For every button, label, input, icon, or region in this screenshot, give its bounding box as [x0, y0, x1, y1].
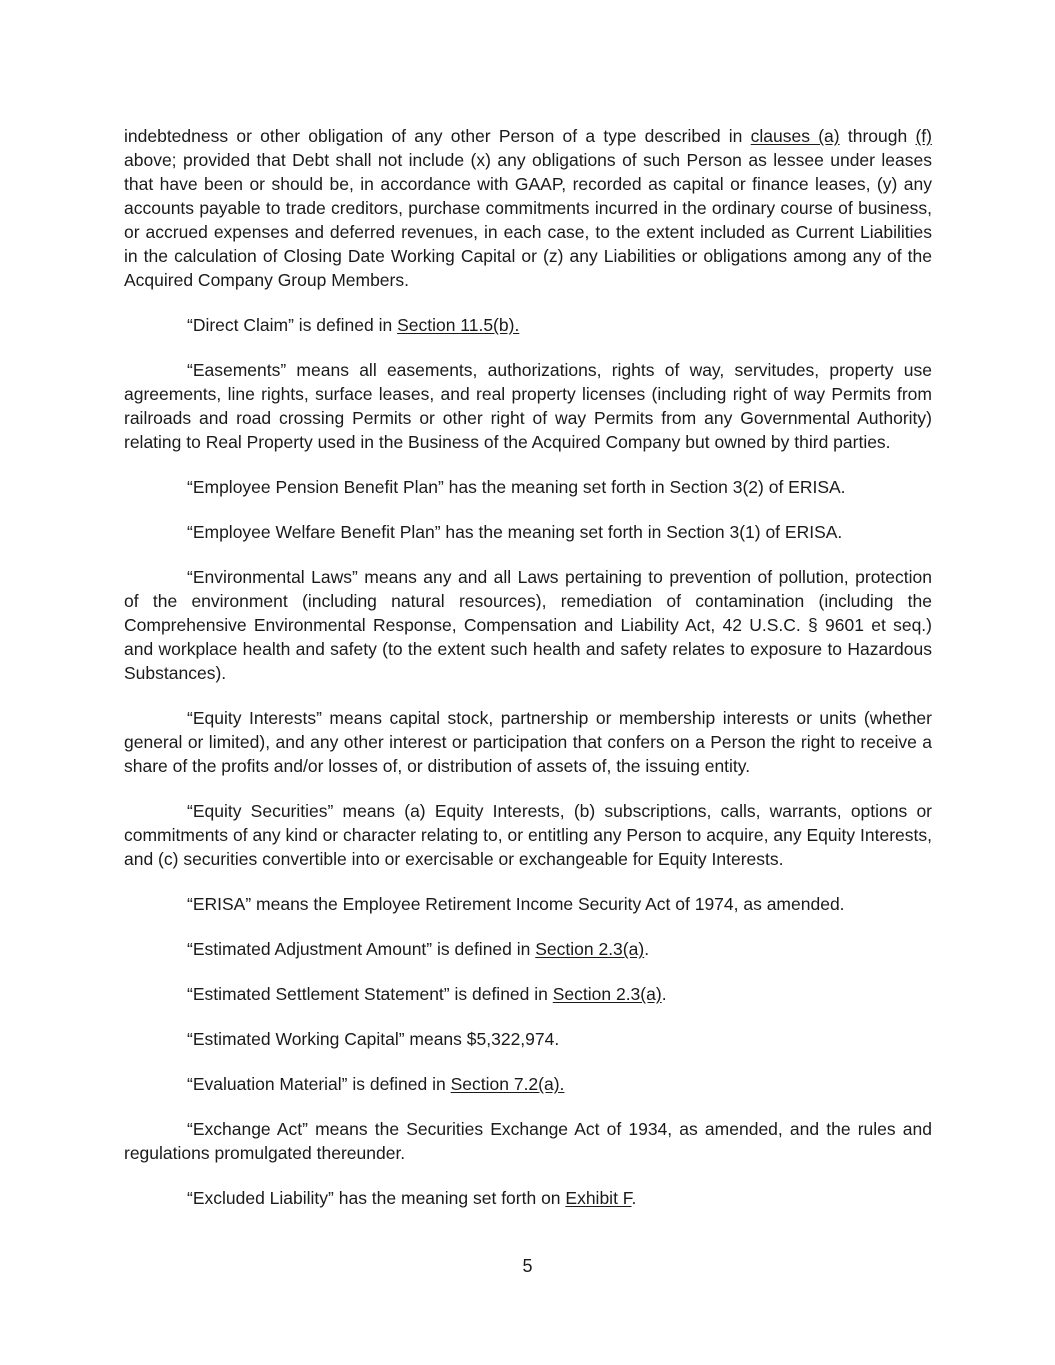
exhibit-f-reference[interactable]: Exhibit F [565, 1188, 632, 1208]
definition-equity-interests: “Equity Interests” means capital stock, partnership or membership interests or units (whether general or limited), and any other interest or participation that confers on a Person the right to receive a share of the profits and/or losses of, or distribution of assets of, the issuing entity. [124, 708, 932, 776]
clauses-a-reference[interactable]: clauses (a) [750, 126, 840, 146]
definition-estimated-working-capital: “Estimated Working Capital” means $5,322,974. [187, 1029, 560, 1049]
definition-evaluation-material [124, 1072, 932, 1096]
page-number: 5 [522, 1256, 533, 1276]
estimated-settlement-tail: . [661, 984, 667, 1004]
section-2-3-a-reference[interactable]: Section 2.3(a) [552, 984, 662, 1004]
estimated-adjustment-tail: . [644, 939, 650, 959]
definition-employee-pension-benefit-plan: “Employee Pension Benefit Plan” has the meaning set forth in Section 3(2) of ERISA. [187, 477, 846, 497]
excluded-liability-text: “Excluded Liability” has the meaning set forth on [187, 1188, 566, 1208]
definition-estimated-settlement-statement [124, 982, 932, 1006]
definition-erisa: “ERISA” means the Employee Retirement Income Security Act of 1974, as amended. [187, 894, 845, 914]
intro-text-2: through [839, 126, 916, 146]
intro-text-1: indebtedness or other obligation of any other Person of a type described in [124, 126, 751, 146]
direct-claim-text: “Direct Claim” is defined in [187, 315, 398, 335]
clause-f-reference[interactable]: (f) [915, 126, 932, 146]
excluded-liability-tail: . [631, 1188, 637, 1208]
document-page [124, 124, 932, 1231]
definition-exchange-act: “Exchange Act” means the Securities Exchange Act of 1934, as amended, and the rules and regulations promulgated thereunder. [124, 1119, 932, 1163]
definition-excluded-liability [124, 1186, 932, 1210]
definition-employee-welfare-benefit-plan: “Employee Welfare Benefit Plan” has the meaning set forth in Section 3(1) of ERISA. [187, 522, 843, 542]
section-7-2-a-reference[interactable]: Section 7.2(a). [450, 1074, 565, 1094]
evaluation-material-text: “Evaluation Material” is defined in [187, 1074, 451, 1094]
section-2-3-a-reference[interactable]: Section 2.3(a) [535, 939, 645, 959]
debt-definition-continuation [124, 124, 932, 292]
definition-equity-securities: “Equity Securities” means (a) Equity Interests, (b) subscriptions, calls, warrants, options or commitments of any kind or character relating to, or entitling any Person to acquire, any Equity Interests, and (c) securities convertible into or exercisable or exchangeable for Equity Interests. [124, 801, 932, 869]
definition-environmental-laws: “Environmental Laws” means any and all Laws pertaining to prevention of pollution, protection of the environment (including natural resources), remediation of contamination (including the Comprehensive Environmental Response, Compensation and Liability Act, 42 U.S.C. § 9601 et seq.) and workplace health and safety (to the extent such health and safety relates to exposure to Hazardous Substances). [124, 567, 932, 683]
definition-easements: “Easements” means all easements, authorizations, rights of way, servitudes, property use agreements, line rights, surface leases, and real property licenses (including right of way Permits from railroads and road crossing Permits or other right of way Permits from any Governmental Authority) relating to Real Property used in the Business of the Acquired Company but owned by third parties. [124, 360, 932, 452]
definition-direct-claim [124, 313, 932, 337]
estimated-adjustment-text: “Estimated Adjustment Amount” is defined in [187, 939, 536, 959]
section-11-5-b-reference[interactable]: Section 11.5(b). [397, 315, 520, 335]
definition-estimated-adjustment-amount [124, 937, 932, 961]
estimated-settlement-text: “Estimated Settlement Statement” is defined in [187, 984, 553, 1004]
intro-text-3: above; provided that Debt shall not include (x) any obligations of such Person as lessee under leases that have been or should be, in accordance with GAAP, recorded as capital or finance leases, (y) any accounts payable to trade creditors, purchase commitments incurred in the ordinary course of business, or accrued expenses and deferred revenues, in each case, to the extent included as Current Liabilities in the calculation of Closing Date Working Capital or (z) any Liabilities or obligations among any of the Acquired Company Group Members. [124, 150, 932, 290]
